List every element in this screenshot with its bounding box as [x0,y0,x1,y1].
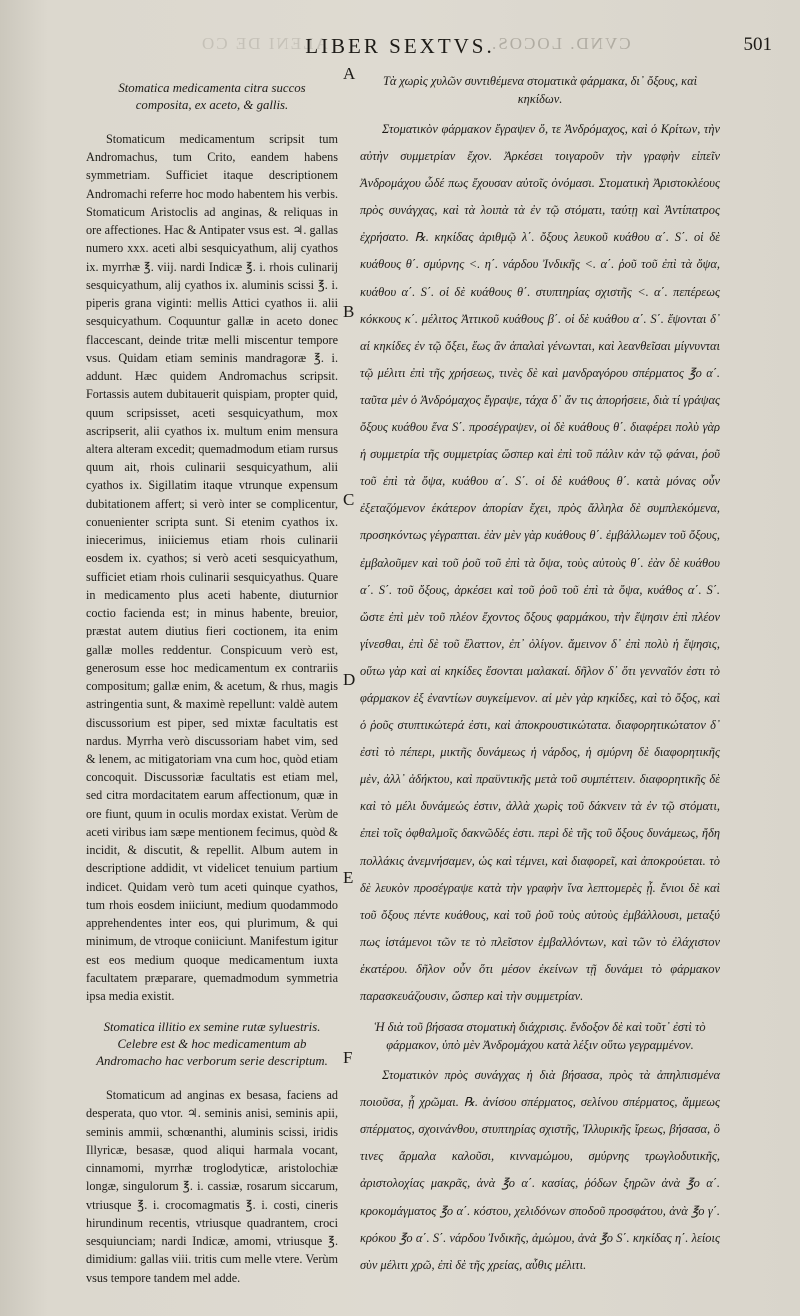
greek-column [360,66,720,1279]
greek-paragraph-2: Στοματικὸν πρὸς συνάγχας ἡ διὰ βήσασα, πρὸς τὰ ἀπηλπισμένα ποιοῦσα, ᾗ χρῶμαι. ℞. ἀνίσου σπέρματος, σελίνου σπέρματος, ἄμμεως σπέρματος, σχοινάνθου, στυπτηρίας σχιστῆς, Ἰλλυρικῆς ἴρεως, βήσασα, ὃ τινες ἅρμαλα καλοῦσι, κινναμώμου, σμύρνης τρωγλοδυτικῆς, ἀριστολοχίας μακρᾶς, ἀνὰ ℥ο α΄. κασίας, ῥόδων ξηρῶν ἀνὰ ℥ο α΄. κροκομάγματος ℥ο α΄. κόστου, χελιδόνων σποδοῦ προσφάτου, ἀνὰ ℥ο γ΄. κρόκου ℥ο α΄. S΄. νάρδου Ἰνδικῆς, ἀμώμου, ἀνὰ ℥ο S΄. κηκίδας η΄. λείοις σὺν μέλιτι χρῶ, ἐπὶ δὲ τῆς χρείας, αὖθις μέλιτι. [360,1068,720,1272]
latin-column [86,66,338,1287]
bleed-through-text: CVND. LOCOS. [490,34,631,53]
latin-paragraph-2: Stomaticum ad anginas ex besasa, faciens ad desperata, quo vtor. ♃. seminis anisi, seminis apii, seminis ammii, schœnanthi, aluminis scissi, iridis Illyricæ, besasæ, quod aliqui harmala vocant, cinnamomi, myrrhæ troglodyticæ, aristolochiæ longæ, singulorum ℥. i. cassiæ, rosarum siccarum, vtriusque ℥. i. crocomagmatis ℥. i. costi, cineris hirundinum recentis, vtriusque quadrantem, croci sesquiunciam; nardi Indicæ, amomi, vtriusque ℥. dimidium: gallas viii. tritis cum melle vtere. Verùm vsus tempore tandem mel adde. [86,1088,338,1285]
section-marker-d: D [343,670,356,689]
latin-heading-2: Stomatica illitio ex semine rutæ syluestris. Celebre est & hoc medicamentum ab Andromacho hac verborum serie descriptum. [96,1020,328,1069]
section-marker-f: F [343,1048,353,1067]
latin-heading-1: Stomatica medicamenta citra succos composita, ex aceto, & gallis. [118,81,306,112]
section-marker-e: E [343,868,354,887]
running-head: LIBER SEXTVS. [305,34,495,58]
page-number: 501 [743,34,772,55]
bleed-through-text: ALENI DE CO [200,34,328,53]
latin-paragraph-1: Stomaticum medicamentum scripsit tum Andromachus, tum Crito, eandem habens symmetriam. Sufficiet itaque descriptionem Andromachi referre hoc modo habentem his verbis. Stomaticum Aristoclis ad anginas, & reliquas in ore affectiones. Hac & Antipater vsus est. ♃. gallas numero xxx. aceti albi sesquicyathum, alij cyathos ix. myrrhæ ℥. viij. nardi Indicæ ℥. i. rhois culinarij sesquicyathum, alij cyathos ix. aluminis scissi ℥. i. piperis grana viginti: mellis Attici cyathos ii. alii sesquicyathum. Coquuntur gallæ in aceto donec flaccescant, deinde tritæ melli miscentur tempore vsus. Quidam etiam seminis mandragoræ ℥. i. addunt. Hæc quidem Andromachus scripsit. Fortassis autem dubitauerit quispiam, propter quid, quum scripsisset, aceti sesquicyathum, mox ascripserit, alii cyathos ix. multum enim mensura altera alteram excedit; quemadmodum etiam rursus quum ait, rhois culinarii sesquicyathum, alii cyathos ix. Sigillatim itaque vtrunque expensum dubitationem affert; si verò inter se complicentur, conuenienter scripta sunt. Si etenim cyathos ix. iniecerimus, iniiciemus etiam rhois culinarii eosdem ix. cyathos; si verò aceti sesquicyathum, sufficiet etiam rhois culinarii sesquicyathus. Quare in medicamento plus aceti habente, diuturnior coctio facienda est; in minus habente, breuior, præstat autem diutius fieri coctionem, ita enim gallæ molles reddentur. Conspicuum verò est, generosum esse hoc medicamentum ex contrariis compositum; gallæ enim, & acetum, & rhus, magis astringentia sunt, & maximè repellunt: valdè autem discussorium est piper, sed mixtæ facultatis est nardus. Myrrha verò discussoriam habet vim, sed & lenem, ac mitigatoriam vna cum hoc, quòd etiam concoquit. Discussoriæ facultatis est etiam mel, sed citra mordacitatem earum affectionum, quæ in ore fiunt, quum in oculis mordax existat. Verùm de aceti viribus iam sæpe mentionem fecimus, quòd & incidit, & discutit, & repellit. Album autem in descriptione addidit, vt videlicet tenuium partium indicet. Quidam verò tum aceti quinque cyathos, tum rhois eosdem iniiciunt, medium quodammodo apprehendentes inter eos, qui plurimum, & qui minimum, de vtroque coniiciunt. Manifestum igitur est eos medium quoque medicamentum iuxta facultatem præparare, quemadmodum symmetria ipsa media existit. [86,132,338,1004]
section-marker-c: C [343,490,355,509]
greek-paragraph-1: Στοματικὸν φάρμακον ἔγραψεν ὅ, τε Ἀνδρόμαχος, καὶ ὁ Κρίτων, τὴν αὐτὴν συμμετρίαν ἔχον. Ἀρκέσει τοιγαροῦν τὴν γραφὴν εἰπεῖν Ἀνδρομάχου ὧδέ πως ἔχουσαν αὐτοῖς ὀνόμασι. Στοματικὴ Ἀριστοκλέους πρὸς συνάγχας, καὶ τὰ λοιπὰ τὰ ἐν τῷ στόματι, ταύτῃ καὶ Ἀντίπατρος ἐχρήσατο. ℞. κηκίδας ἀριθμῷ λ΄. ὄξους λευκοῦ κυάθου α΄. S΄. οἱ δὲ κυάθους θ΄. σμύρνης <. η΄. νάρδου Ἰνδικῆς <. α΄. ῥοῦ τοῦ ἐπὶ τὰ ὄψα, κυάθου α΄. S΄. οἱ δὲ κυάθους θ΄. στυπτηρίας σχιστῆς <. α΄. πεπέρεως κόκκους κ΄. μέλιτος Ἀττικοῦ κυάθους β΄. οἱ δὲ κυάθου α΄. S΄. ἕψονται δ᾽ αἱ κηκίδες ἐν τῷ ὄξει, ἕως ἂν ἁπαλαὶ γένωνται, καὶ λεανθεῖσαι μίγνυνται τῷ μέλιτι ἐπὶ τῆς χρήσεως, τινὲς δὲ καὶ μανδραγόρου σπέρματος ℥ο α΄. ταῦτα μὲν ὁ Ἀνδρόμαχος ἔγραψε, τάχα δ᾽ ἄν τις ἀπορήσειε, διὰ τί γράψας ὄξους κυάθου ἕνα S΄. προσέγραψεν, οἱ δὲ κυάθους θ΄. διαφέρει πολὺ γὰρ ἡ συμμετρία τῆς συμμετρίας ὥσπερ καὶ ἐπὶ τοῦ πάλιν κἀν τῷ φάναι, ῥοῦ τοῦ ἐπὶ τὰ ὄψα, κυάθου α΄. S΄. οἱ δὲ κυάθους θ΄. κατὰ μόνας οὖν ἐξεταζόμενον ἑκάτερον ἀπορίαν ἔχει, πρὸς ἄλληλα δὲ συμπλεκόμενα, προσηκόντως γέγραπται. ἐὰν μὲν γὰρ κυάθους θ΄. ἐμβάλλωμεν τοῦ ὄξους, ἐμβαλοῦμεν καὶ τοῦ ῥοῦ τοῦ ἐπὶ τὰ ὄψα, τοὺς αὐτοὺς θ΄. ἐὰν δὲ κυάθου α΄. S΄. τοῦ ὄξους, ἀρκέσει καὶ τοῦ ῥοῦ τοῦ ἐπὶ τὰ ὄψα, κυάθος α΄. S΄. ὥστε ἐπὶ μὲν τοῦ πλέον ἔχοντος ὄξους φαρμάκου, τὴν ἕψησιν ἐπὶ πλέον γίνεσθαι, ἐπὶ δὲ τοῦ ἔλαττον, ἐπ᾽ ὀλίγον. ἄμεινον δ᾽ ἐπὶ πολὺ ἡ ἕψησις, οὕτω γὰρ καὶ αἱ κηκίδες ἔσονται μαλακαί. δῆλον δ᾽ ὅτι γενναῖόν ἐστι τὸ φάρμακον ἐξ ἐναντίων συγκείμενον. αἱ μὲν γὰρ κηκίδες, καὶ τὸ ὄξος, καὶ ὁ ῥοῦς στυπτικώτερά ἐστι, καὶ ἀποκρουστικώτατα. διαφορητικώτατον δ᾽ ἐστὶ τὸ πέπερι, μικτῆς δυνάμεως ἡ νάρδος, ἡ σμύρνη δὲ διαφορητικῆς μὲν, ἀλλ᾽ ἀδήκτου, καὶ πραϋντικῆς μετὰ τοῦ συμπέττειν. διαφορητικῆς δὲ καὶ τὸ μέλι δυνάμεώς ἐστιν, ἀλλὰ χωρὶς τοῦ δάκνειν τὰ ἐν τῷ στόματι, ἐπεὶ τοῖς ὀφθαλμοῖς δακνῶδές ἐστι. περὶ δὲ τῆς τοῦ ὄξους δυνάμεως, ἤδη πολλάκις ἀνεμνήσαμεν, ὡς καὶ τέμνει, καὶ διαφορεῖ, καὶ ἀποκρούεται. τὸ δὲ λευκὸν προσέγραψε κατὰ τὴν γραφὴν ἵνα λεπτομερὲς ᾖ. ἔνιοι δὲ καὶ τοῦ ὄξους πέντε κυάθους, καὶ τοῦ ῥοῦ τοὺς αὐτοὺς ἐμβάλλουσι, μεταξύ πως ἱστάμενοι τῶν τε τὸ πλεῖστον ἐμβαλλόντων, καὶ τῶν τὸ ἐλάχιστον ἑκατέρου. δῆλον οὖν ὅτι μέσον ἐκείνων τῇ δυνάμει τὸ φάρμακον παρασκευάζουσιν, ὥσπερ καὶ τὴν συμμετρίαν. [360,122,720,1003]
greek-heading-2: Ἡ διὰ τοῦ βήσασα στοματικὴ διάχρισις. ἔνδοξον δὲ καὶ τοῦτ᾽ ἐστὶ τὸ φάρμακον, ὑπὸ μὲν Ἀνδρομάχου κατὰ λέξιν οὕτω γεγραμμένον. [374,1020,706,1053]
section-marker-a: A [343,64,356,83]
section-marker-b: B [343,302,355,321]
greek-heading-1: Τὰ χωρὶς χυλῶν συντιθέμενα στοματικὰ φάρμακα, δι᾽ ὄξους, καὶ κηκίδων. [382,74,698,106]
